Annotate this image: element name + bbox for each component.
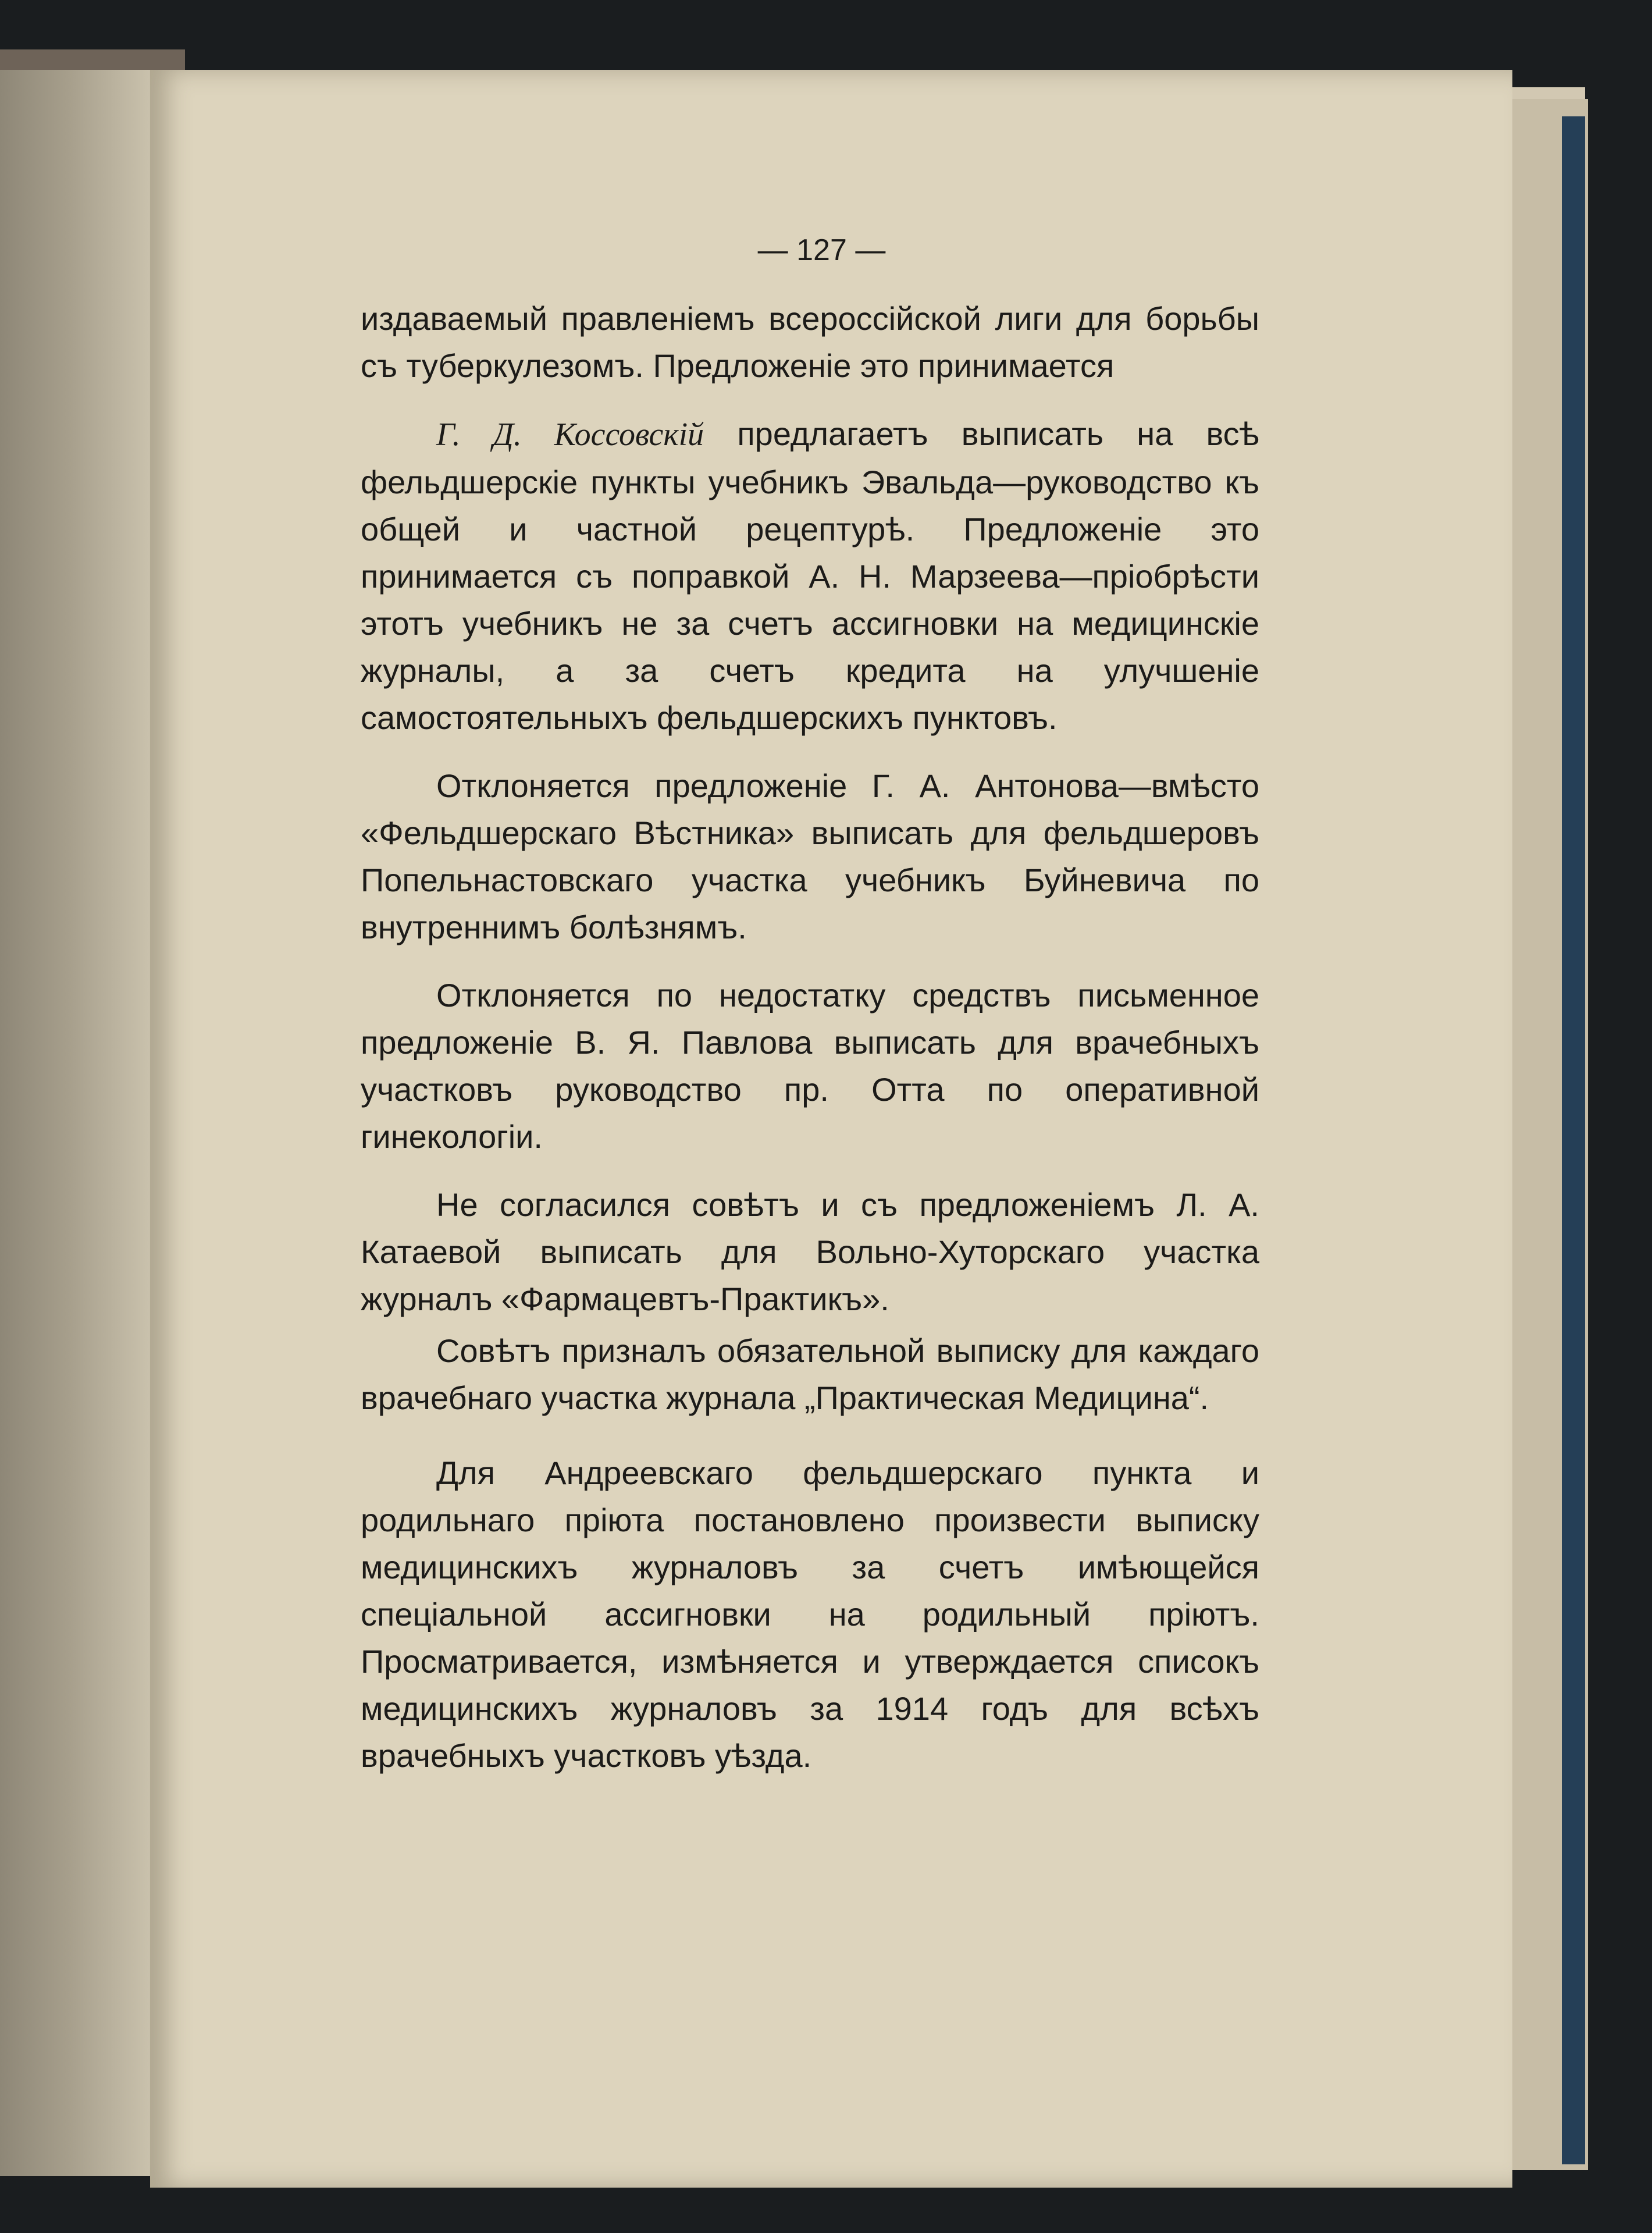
paragraph-7: Для Андреевскаго фельдшерскаго пункта и родильнаго пріюта постановлено произвести выписку медицинскихъ журналовъ за счетъ имѣющейся спеціальной ассигновки на родильный пріютъ. Просматривается, измѣняется и утверждается списокъ медицинскихъ журналовъ за 1914 годъ для всѣхъ врачебныхъ участковъ уѣзда. <box>361 1455 1259 1774</box>
paragraph-2-text: предлагаетъ выписать на всѣ фельдшерскіе пункты учебникъ Эвальда—руководство къ общей и частной рецептурѣ. Предложеніе это принимается съ поправкой А. Н. Марзеева—пріобрѣсти этотъ учебникъ не за счетъ ассигновки на медицинскіе журналы, а за счетъ кредита на улучшеніе самостоятельныхъ фельдшерскихъ пунктовъ. <box>361 415 1259 736</box>
book-cover-edge <box>1562 116 1585 2164</box>
paragraph-1: издаваемый правленіемъ всероссійской лиги для борьбы съ туберкулезомъ. Предложеніе это принимается <box>361 300 1259 384</box>
paragraph-2 <box>361 410 1259 741</box>
paragraph-4: Отклоняется по недостатку средствъ письменное предложеніе В. Я. Павлова выписать для врачебныхъ участковъ руководство пр. Отта по оперативной гинекологіи. <box>361 977 1259 1155</box>
book-left-page <box>0 70 175 2176</box>
paragraph-5: Не согласился совѣтъ и съ предложеніемъ Л. А. Катаевой выписать для Вольно-Хуторскаго участка журналъ «Фармацевтъ-Практикъ». <box>361 1186 1259 1317</box>
page-text-block <box>361 227 1259 1779</box>
page-number: — 127 — <box>757 233 886 267</box>
paragraph-6: Совѣтъ призналъ обязательной выписку для каждаго врачебнаго участка журнала „Практическая Медицина“. <box>361 1332 1259 1416</box>
paragraph-3: Отклоняется предложеніе Г. А. Антонова—вмѣсто «Фельдшерскаго Вѣстника» выписать для фельдшеровъ Попельнастовскаго участка учебникъ Буйневича по внутреннимъ болѣзнямъ. <box>361 767 1259 945</box>
speaker-name: Г. Д. Коссовскій <box>436 417 704 453</box>
